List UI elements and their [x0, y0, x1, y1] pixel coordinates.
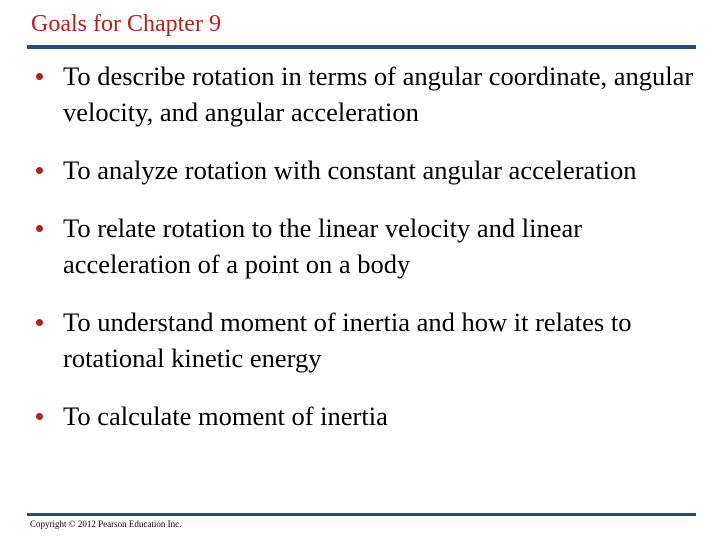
- bullet-text: To relate rotation to the linear velocity and linear acceleration of a point on a body: [63, 213, 583, 279]
- bullet-item: [35, 304, 695, 376]
- bullet-item: [35, 398, 695, 434]
- bullet-text: To analyze rotation with constant angular acceleration: [63, 155, 637, 185]
- bullet-text: To understand moment of inertia and how it relates to rotational kinetic energy: [63, 307, 632, 373]
- bullet-item: [35, 58, 695, 130]
- bullet-marker: [36, 225, 43, 232]
- bullet-item: [35, 152, 695, 188]
- bullet-text: To calculate moment of inertia: [63, 401, 388, 431]
- slide-title: Goals for Chapter 9: [31, 11, 221, 37]
- bullet-marker: [36, 167, 43, 174]
- bullet-marker: [36, 73, 43, 80]
- bullet-item: [35, 210, 695, 282]
- bullet-list: [35, 58, 695, 456]
- bullet-marker: [36, 413, 43, 420]
- bullet-marker: [36, 319, 43, 326]
- title-divider: [27, 45, 696, 49]
- bullet-text: To describe rotation in terms of angular coordinate, angular velocity, and angular acceleration: [63, 61, 694, 127]
- copyright-notice: Copyright © 2012 Pearson Education Inc.: [30, 519, 182, 529]
- footer-divider: [27, 513, 696, 516]
